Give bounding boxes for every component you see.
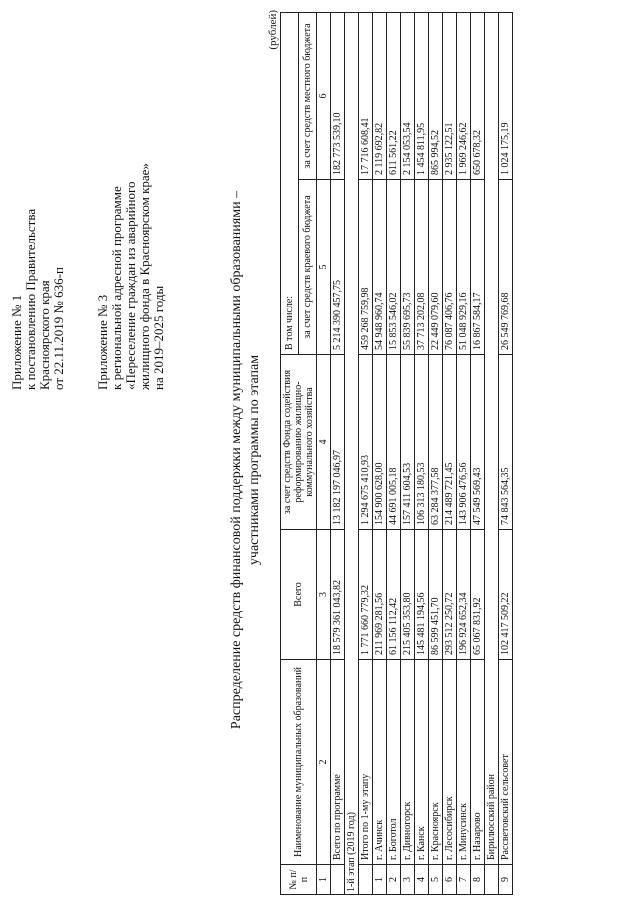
cell-fund: 106 313 180,53 [415, 355, 429, 530]
cell-num: 2 [387, 865, 401, 895]
cell-total: 293 512 250,72 [443, 530, 457, 660]
cell-total: 65 067 831,92 [471, 530, 485, 660]
cell-local: 611 561,22 [387, 12, 401, 179]
cell-fund: 63 284 377,58 [429, 355, 443, 530]
table-row [443, 12, 457, 894]
cell-total: 1 771 660 779,32 [359, 530, 373, 660]
stage-row [345, 12, 359, 894]
district-row [485, 12, 499, 894]
cell-regional: 5 214 390 457,75 [331, 180, 345, 355]
appendix3-line: жилищного фонда в Красноярском крае» [137, 163, 152, 390]
cell-name: Рассветовский сельсовет [499, 660, 513, 865]
colnum: 3 [317, 530, 331, 660]
colnum: 5 [317, 180, 331, 355]
appendix1-line: Приложение № 1 [9, 294, 24, 390]
cell-total: 86 599 451,70 [429, 530, 443, 660]
cell-name: Всего по программе [331, 660, 345, 865]
cell-regional: 15 853 546,02 [387, 180, 401, 355]
appendix1-line: к постановлению Правительства [23, 208, 38, 390]
cell-local: 2 935 122,51 [443, 12, 457, 179]
cell-regional: 37 713 202,08 [415, 180, 429, 355]
cell-num [331, 865, 345, 895]
cell-fund: 13 182 197 046,97 [331, 355, 345, 530]
cell-local: 2 119 692,82 [373, 12, 387, 179]
table-row [373, 12, 387, 894]
cell-name: г. Боготол [387, 660, 401, 865]
cell-regional: 16 867 584,17 [471, 180, 485, 355]
cell-num: 9 [499, 865, 513, 895]
cell-local: 2 154 053,54 [401, 12, 415, 179]
table-header-row [281, 12, 299, 894]
cell-total: 196 924 652,34 [457, 530, 471, 660]
cell-local: 17 716 608,41 [359, 12, 373, 179]
district-label: Бирилюсский район [485, 12, 499, 864]
table-row [429, 12, 443, 894]
table-row [457, 12, 471, 894]
cell-local: 650 678,32 [471, 12, 485, 179]
cell-regional: 26 549 769,68 [499, 180, 513, 355]
cell-total: 18 579 361 043,82 [331, 530, 345, 660]
cell-total: 145 481 194,56 [415, 530, 429, 660]
cell-regional: 51 048 929,16 [457, 180, 471, 355]
colnum: 4 [317, 355, 331, 530]
appendix3-line: «Переселение граждан из аварийного [123, 181, 138, 390]
cell-regional: 459 268 759,98 [359, 180, 373, 355]
appendix-1-header [10, 90, 66, 390]
cell-num: 3 [401, 865, 415, 895]
cell-name: г. Дивногорск [401, 660, 415, 865]
cell-num: 6 [443, 865, 457, 895]
colnum: 1 [317, 865, 331, 895]
appendix3-line: на 2019–2025 годы [151, 285, 166, 390]
cell-total: 102 417 509,22 [499, 530, 513, 660]
cell-num [359, 865, 373, 895]
cell-num: 5 [429, 865, 443, 895]
header-regional: за счет средств краевого бюджета [299, 180, 317, 355]
header-num: № п/п [281, 865, 317, 895]
unit-note: (рублей) [267, 10, 279, 50]
title-line-1: Распределение средств финансовой поддержки между муниципальными образованиями – [229, 190, 244, 730]
colnum: 6 [317, 12, 331, 179]
table-row [415, 12, 429, 894]
appendix1-line: от 22.11.2019 № 636-п [51, 267, 66, 390]
appendix3-line: Приложение № 3 [95, 294, 110, 390]
header-local: за счет средств местного бюджета [299, 12, 317, 179]
program-total-row [331, 12, 345, 894]
appendix3-line: к региональной адресной программе [109, 186, 124, 390]
cell-total: 215 405 353,80 [401, 530, 415, 660]
appendix-3-header [96, 70, 166, 390]
cell-fund: 1 294 675 410,93 [359, 355, 373, 530]
cell-num: 1 [373, 865, 387, 895]
column-number-row [317, 12, 331, 894]
cell-name: г. Красноярск [429, 660, 443, 865]
cell-name: г. Ачинск [373, 660, 387, 865]
cell-local: 865 994,52 [429, 12, 443, 179]
cell-total: 61 156 112,42 [387, 530, 401, 660]
cell-regional: 76 087 406,76 [443, 180, 457, 355]
cell-regional: 22 449 079,60 [429, 180, 443, 355]
table-row [401, 12, 415, 894]
cell-local: 1 454 811,95 [415, 12, 429, 179]
cell-regional: 54 948 960,74 [373, 180, 387, 355]
cell-total: 211 969 281,56 [373, 530, 387, 660]
cell-name: г. Канск [415, 660, 429, 865]
cell-name: г. Минусинск [457, 660, 471, 865]
header-total: Всего [281, 530, 317, 660]
allocation-table [280, 12, 513, 895]
cell-name: Итого по 1-му этапу [359, 660, 373, 865]
header-name: Наименование муниципальных образований [281, 660, 317, 865]
cell-fund: 154 900 628,00 [373, 355, 387, 530]
header-including: В том числе: [281, 12, 299, 354]
colnum: 2 [317, 660, 331, 865]
stage-label: 1-й этап (2019 год) [345, 12, 359, 894]
cell-num: 8 [471, 865, 485, 895]
cell-fund: 214 489 721,45 [443, 355, 457, 530]
table-row [387, 12, 401, 894]
cell-num: 7 [457, 865, 471, 895]
cell-fund: 44 691 005,18 [387, 355, 401, 530]
header-fund: за счет средств Фонда содействия реформированию жилищно-коммунального хозяйства [281, 355, 317, 530]
cell-fund: 157 411 604,53 [401, 355, 415, 530]
cell-name: г. Лесосибирск [443, 660, 457, 865]
cell-local: 1 969 246,62 [457, 12, 471, 179]
cell-num [485, 865, 499, 895]
appendix1-line: Красноярского края [37, 280, 52, 390]
cell-fund: 143 906 476,56 [457, 355, 471, 530]
cell-local: 1 024 175,19 [499, 12, 513, 179]
cell-regional: 55 839 695,73 [401, 180, 415, 355]
document-title [228, 35, 264, 885]
table-row [471, 12, 485, 894]
cell-fund: 74 843 564,35 [499, 355, 513, 530]
title-line-2: участниками программы по этапам [247, 354, 262, 566]
table-row [499, 12, 513, 894]
cell-name: г. Назарово [471, 660, 485, 865]
cell-local: 182 773 539,10 [331, 12, 345, 179]
cell-fund: 47 549 569,43 [471, 355, 485, 530]
cell-num: 4 [415, 865, 429, 895]
stage-total-row [359, 12, 373, 894]
